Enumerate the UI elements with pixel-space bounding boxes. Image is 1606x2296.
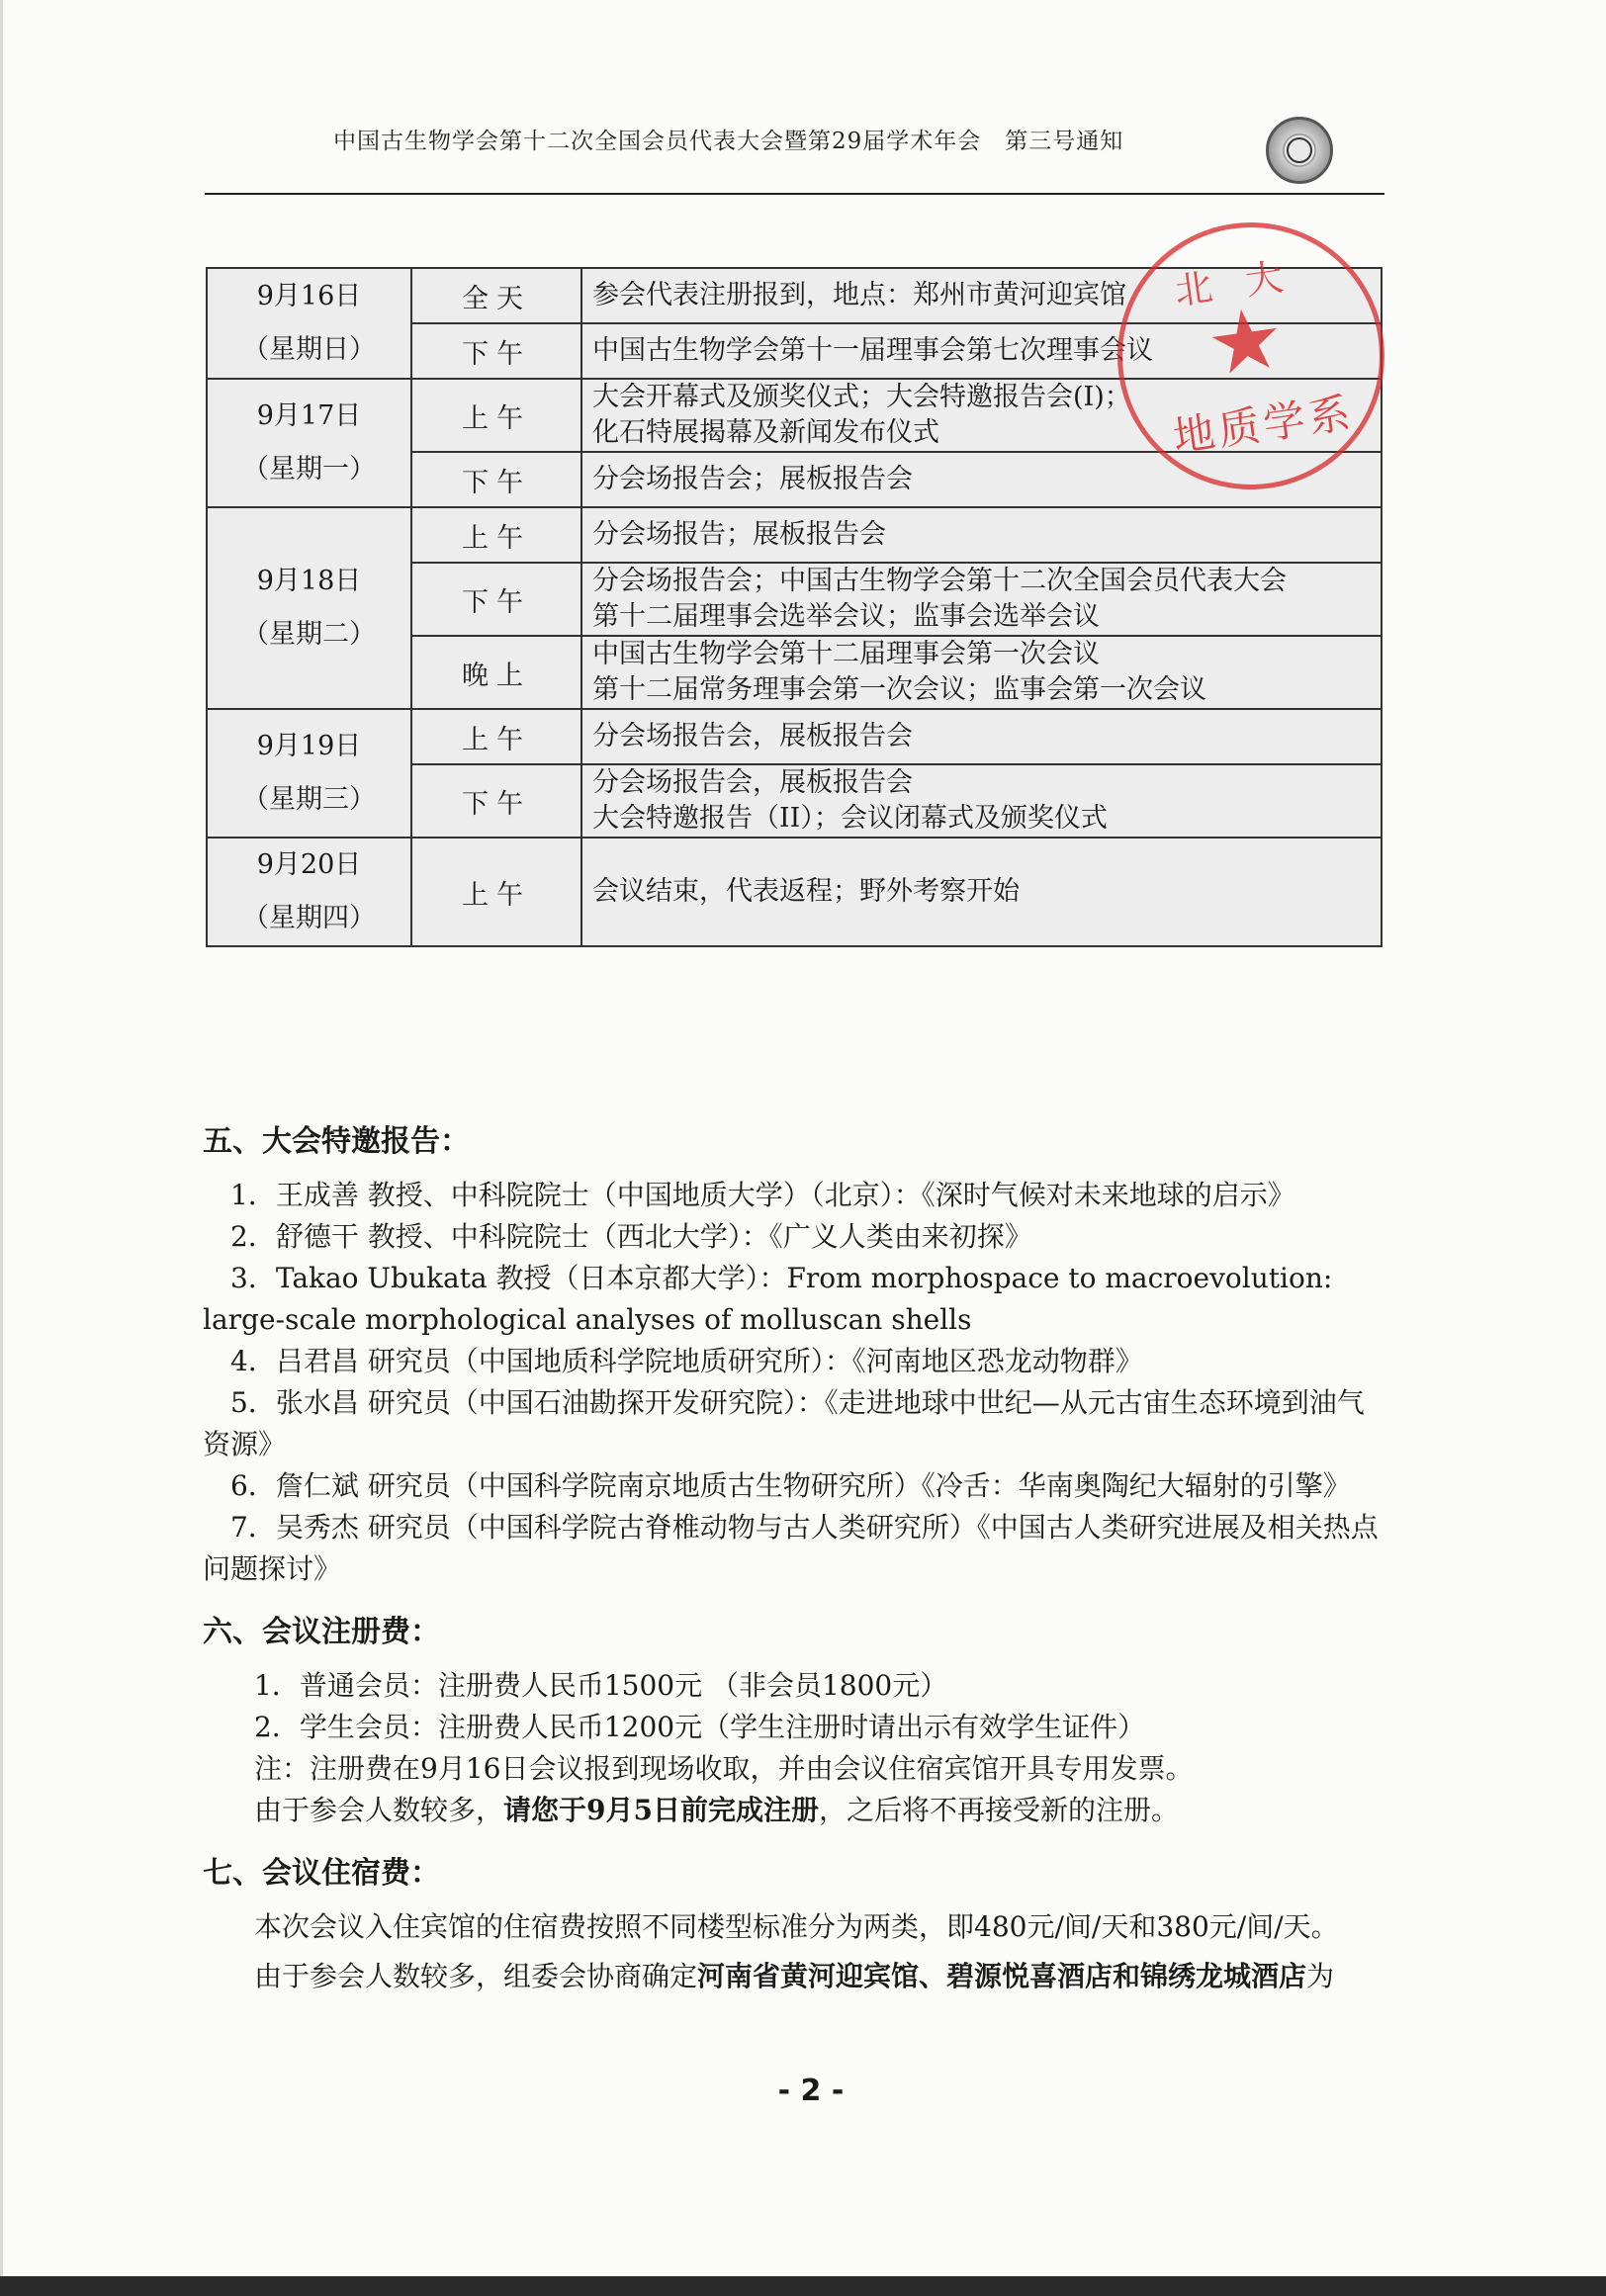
schedule-event: 会议结束，代表返程；野外考察开始	[592, 876, 1020, 907]
schedule-date-cell	[207, 379, 411, 507]
schedule-event: 分会场报告；展板报告会	[592, 519, 886, 550]
schedule-event: 化石特展揭幕及新闻发布仪式	[592, 417, 939, 448]
seal-top-text: 北大	[1172, 250, 1319, 313]
registration-fee-item: 1．普通会员：注册费人民币1500元 （非会员1800元）	[254, 1669, 948, 1702]
section-heading-accommodation: 七、会议住宿费：	[203, 1856, 440, 1891]
schedule-date-cell	[207, 709, 411, 838]
page-header	[198, 117, 1384, 176]
fee-note: 注：注册费在9月16日会议报到现场收取，并由会议住宿宾馆开具专用发票。	[254, 1752, 1194, 1785]
schedule-events	[581, 838, 1382, 946]
scan-bottom-edge	[0, 2276, 1606, 2296]
deadline-emphasis: 请您于9月5日前完成注册	[503, 1794, 819, 1826]
schedule-event: 分会场报告会；中国古生物学会第十二次全国会员代表大会	[592, 566, 1287, 596]
society-emblem-icon	[1266, 117, 1333, 184]
schedule-events	[581, 764, 1382, 838]
seal-bottom-text: 地质学系	[1170, 388, 1358, 462]
schedule-row	[207, 507, 1382, 563]
schedule-weekday: （星期二）	[242, 619, 376, 650]
schedule-period: 上午	[411, 379, 581, 452]
schedule-date: 9月16日	[256, 281, 362, 311]
schedule-period: 晚上	[411, 636, 581, 709]
invited-talk-item: 4．吕君昌 研究员（中国地质科学院地质研究所）：《河南地区恐龙动物群》	[230, 1345, 1143, 1377]
schedule-date-cell	[207, 838, 411, 946]
schedule-event: 大会开幕式及颁奖仪式；大会特邀报告会(I)；	[592, 382, 1131, 412]
hotel-names: 河南省黄河迎宾馆、碧源悦喜酒店和锦绣龙城酒店	[697, 1960, 1307, 1992]
schedule-period: 上午	[411, 507, 581, 563]
schedule-weekday: （星期三）	[242, 784, 376, 815]
section-heading-invited-talks: 五、大会特邀报告：	[203, 1124, 470, 1159]
schedule-event: 中国古生物学会第十一届理事会第七次理事会议	[592, 335, 1153, 366]
invited-talk-item: 5．张水昌 研究员（中国石油勘探开发研究院）：《走进地球中世纪—从元古宙生态环境到油气资源》	[203, 1386, 1365, 1460]
section-heading-registration-fee: 六、会议注册费：	[203, 1615, 440, 1649]
invited-talk-item: 2．舒德干 教授、中科院院士（西北大学）：《广义人类由来初探》	[230, 1220, 1032, 1253]
schedule-weekday: （星期四）	[242, 903, 376, 933]
schedule-period: 全天	[411, 268, 581, 323]
schedule-weekday: （星期日）	[242, 334, 376, 365]
schedule-period: 上午	[411, 709, 581, 764]
accommodation-hotels: 由于参会人数较多，组委会协商确定河南省黄河迎宾馆、碧源悦喜酒店和锦绣龙城酒店为	[254, 1960, 1335, 1992]
schedule-date-cell	[207, 268, 411, 379]
schedule-events	[581, 636, 1382, 709]
schedule-date: 9月17日	[256, 400, 362, 431]
document-title: 中国古生物学会第十二次全国会员代表大会暨第29届学术年会 第三号通知	[333, 129, 1124, 154]
registration-deadline: 由于参会人数较多，请您于9月5日前完成注册，之后将不再接受新的注册。	[254, 1794, 1179, 1826]
header-divider	[205, 193, 1384, 195]
schedule-event: 大会特邀报告（II）；会议闭幕式及颁奖仪式	[592, 803, 1108, 834]
schedule-period: 下午	[411, 764, 581, 838]
schedule-event: 分会场报告会，展板报告会	[592, 721, 913, 751]
registration-fee-list	[203, 1665, 1389, 1748]
invited-talk-item: 6．詹仁斌 研究员（中国科学院南京地质古生物研究所）《冷舌：华南奥陶纪大辐射的引擎》	[230, 1469, 1351, 1502]
schedule-row	[207, 838, 1382, 946]
schedule-event: 分会场报告会；展板报告会	[592, 464, 913, 494]
schedule-period: 上午	[411, 838, 581, 946]
invited-talk-item: 1．王成善 教授、中科院院士（中国地质大学）（北京）：《深时气候对未来地球的启示》	[230, 1179, 1295, 1211]
schedule-period: 下午	[411, 563, 581, 636]
scan-edge	[0, 0, 3, 2296]
document-body	[203, 1107, 1389, 2005]
schedule-row	[207, 709, 1382, 764]
schedule-event: 第十二届常务理事会第一次会议；监事会第一次会议	[592, 674, 1206, 705]
schedule-events	[581, 507, 1382, 563]
schedule-weekday: （星期一）	[242, 454, 376, 485]
schedule-events	[581, 709, 1382, 764]
invited-talks-list	[203, 1175, 1389, 1590]
schedule-events	[581, 563, 1382, 636]
page-number: - 2 -	[777, 2074, 845, 2108]
invited-talk-item: 7．吴秀杰 研究员（中国科学院古脊椎动物与古人类研究所）《中国古人类研究进展及相关热点问题探讨》	[203, 1511, 1379, 1585]
schedule-event: 第十二届理事会选举会议；监事会选举会议	[592, 601, 1100, 632]
schedule-period: 下午	[411, 452, 581, 507]
schedule-date: 9月18日	[256, 566, 362, 596]
schedule-event: 中国古生物学会第十二届理事会第一次会议	[592, 639, 1100, 669]
star-icon: ★	[1201, 287, 1291, 397]
schedule-date-cell	[207, 507, 411, 709]
invited-talk-item: 3．Takao Ubukata 教授（日本京都大学）：From morphospace to macroevolution: large-scale morphological analyses of molluscan shells	[203, 1262, 1333, 1336]
schedule-date: 9月20日	[256, 849, 362, 880]
schedule-event: 参会代表注册报到，地点：郑州市黄河迎宾馆	[592, 280, 1126, 310]
schedule-date: 9月19日	[256, 731, 362, 761]
schedule-event: 分会场报告会，展板报告会	[592, 767, 913, 798]
registration-fee-item: 2．学生会员：注册费人民币1200元（学生注册时请出示有效学生证件）	[254, 1711, 1146, 1743]
schedule-period: 下午	[411, 323, 581, 379]
accommodation-rates: 本次会议入住宾馆的住宿费按照不同楼型标准分为两类，即480元/间/天和380元/间/天。	[254, 1910, 1339, 1943]
